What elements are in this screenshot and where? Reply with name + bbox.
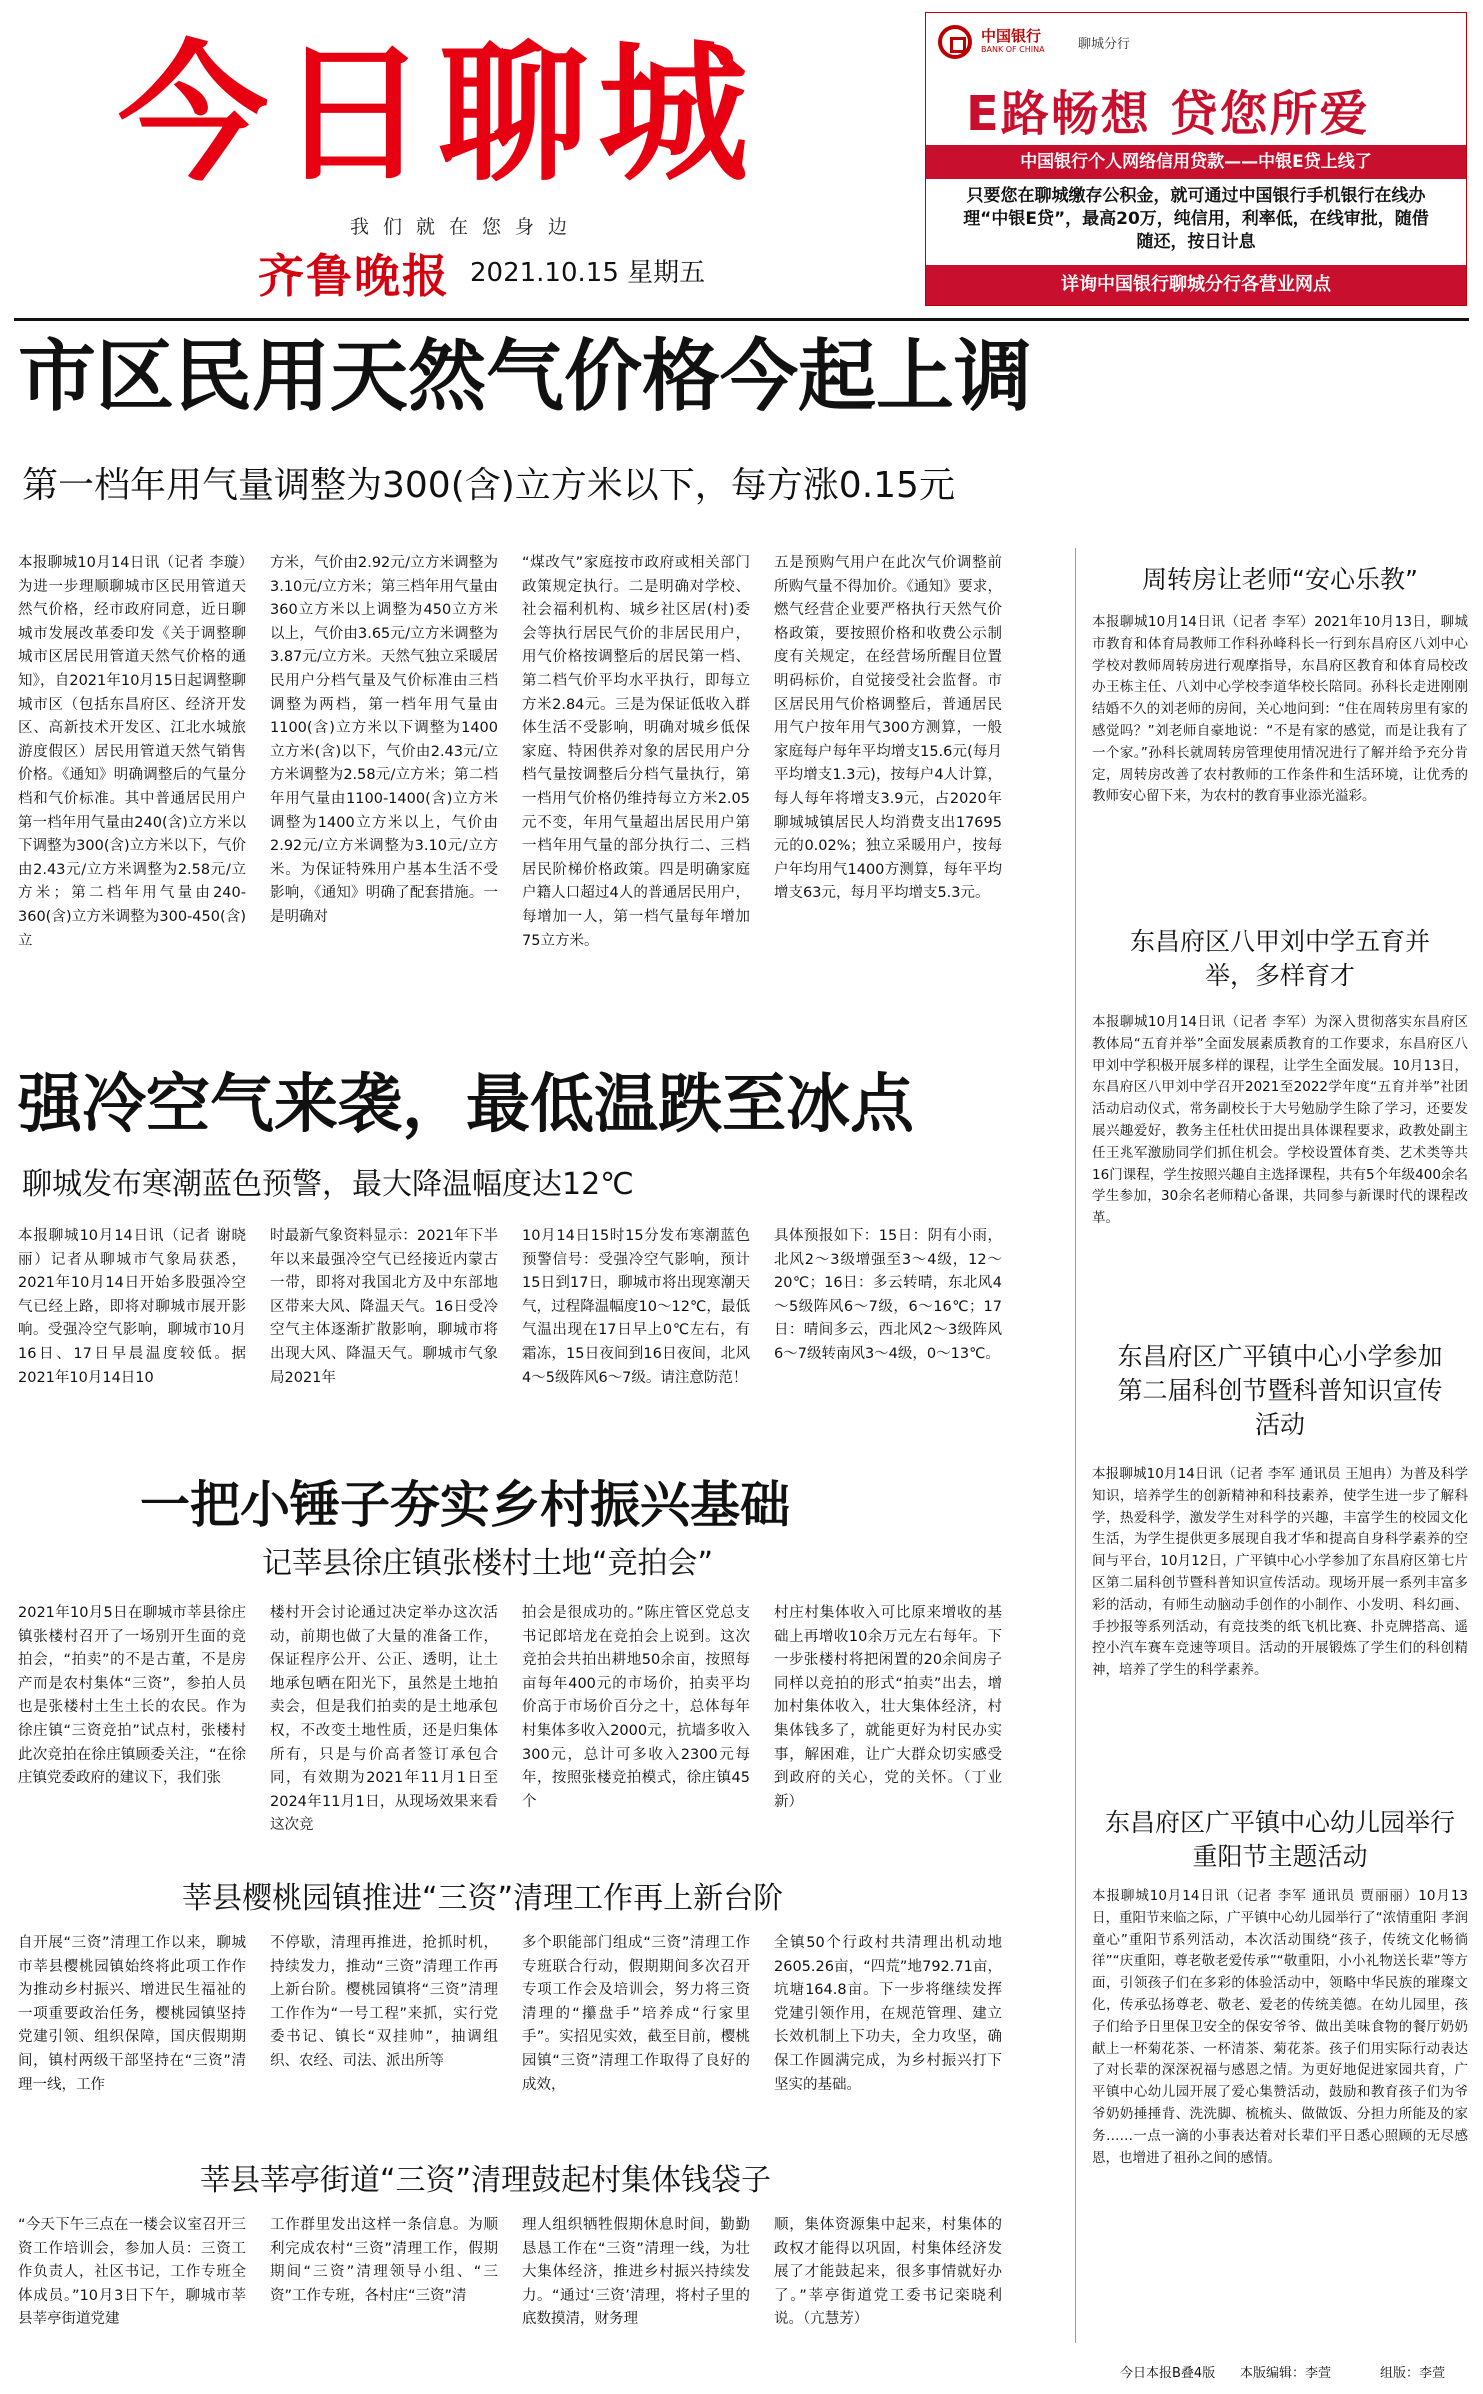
xinting-col-2: 工作群里发出这样一条信息。为顺利完成农村“三资”清理工作，假期期间“三资”清理领导小组、“三资”工作专班，各村庄“三资”清 (270, 2217, 498, 2304)
paper-name: 齐鲁晚报 (258, 249, 450, 303)
ying-col-1: 自开展“三资”清理工作以来，聊城市莘县樱桃园镇始终将此项工作作为推动乡村振兴、增进民生福祉的一项重要政治任务，樱桃园镇坚持党建引领、组织保障，国庆假期期间，镇村两级干部坚持在“三资”清理一线，工作 (18, 1935, 246, 2093)
cold-col-1: 本报聊城10月14日讯（记者 谢晓丽）记者从聊城市气象局获悉，2021年10月14日开始多股强冷空气已经上路，即将对聊城市展开影响。受强冷空气影响，聊城市10月16日、17日早晨温度较低。据2021年10月14日10 (18, 1228, 246, 1386)
hammer-col-2: 楼村开会讨论通过决定举办这次活动，前期也做了大量的准备工作，保证程序公开、公正、透明，让土地承包晒在阳光下，虽然是土地拍卖会，但是我们拍卖的是土地承包权，不改变土地性质，还是归集体所有，只是与价高者签订承包合同，有效期为2021年11月1日至2024年11月1日，从现场效果来看这次竞 (270, 1605, 498, 1834)
sidebar-body-4: 本报聊城10月14日讯（记者 李军 通讯员 贾丽丽）10月13日，重阳节来临之际，广平镇中心幼儿园举行了“浓情重阳 孝润童心”重阳节系列活动，本次活动围绕“孩子，传统文化畅徜徉”“庆重阳，尊老敬老爱传承”“敬重阳，小小礼物送长辈”等方面，引领孩子们在多彩的体验活动中，领略中华民族的璀璨文化，传承弘扬尊老、敬老、爱老的传统美德。在幼儿园里，孩子们给予日里保卫安全的保安爷爷、做出美味食物的餐厅奶奶献上一杯菊花茶、一杯清茶、菊花茶。孩子们用实际行动表达了对长辈的深深祝福与感恩之情。为更好地促进家园共育，广平镇中心幼儿园开展了爱心集赞活动，鼓励和教育孩子们为爷爷奶奶捶捶背、洗洗脚、梳梳头、做做饭、分担力所能及的家务……一点一滴的小事表达着对长辈们平日悉心照顾的无尽感恩，也增进了祖孙之间的感情。 (1092, 1888, 1468, 2166)
cold-headline: 强冷空气来袭，最低温跌至冰点 (18, 1068, 914, 1142)
ad-body: 只要您在聊城缴存公积金，就可通过中国银行手机银行在线办理“中银E贷”，最高20万，纯信用，利率低，在线审批，随借随还，按日计息 (963, 186, 1429, 252)
cold-col-3: 10月14日15时15分发布寒潮蓝色预警信号：受强冷空气影响，预计15日到17日，聊城市将出现寒潮天气，过程降温幅度10～12℃，最低气温出现在17日早上0℃左右，有霜冻，15日夜间到16日夜间，北风4～5级阵风6～7级。请注意防范！ (522, 1228, 750, 1386)
ying-headline: 莘县樱桃园镇推进“三资”清理工作再上新台阶 (182, 1881, 784, 1916)
masthead-rule (14, 318, 1469, 321)
xinting-headline: 莘县莘亭街道“三资”清理鼓起村集体钱袋子 (200, 2163, 772, 2198)
footer-layout: 组版：李萱 (1380, 2366, 1446, 2381)
sidebar-headline-3: 东昌府区广平镇中心小学参加第二届科创节暨科普知识宣传活动 (1117, 1342, 1443, 1439)
ad-band: 中国银行个人网络信用贷款——中银E贷上线了 (926, 145, 1466, 179)
hammer-col-3: 拍会是很成功的。”陈庄管区党总支书记郎培龙在竞拍会上说到。这次竞拍会共拍出耕地50余亩，按照每亩每年400元的市场价，拍卖平均价高于市场价百分之十，总体每年村集体多收入2000元，抗墙多收入300元，总计可多收入2300元每年，按照张楼竞拍模式，徐庄镇45个 (522, 1605, 750, 1810)
hammer-headline: 一把小锤子夯实乡村振兴基础 (140, 1476, 790, 1534)
ad-footer: 详询中国银行聊城分行各营业网点 (926, 265, 1466, 305)
ad-headline: E路畅想 贷您所爱 (966, 86, 1370, 142)
footer-editor: 本版编辑：李萱 (1240, 2366, 1332, 2381)
lead-col-2: 方米，气价由2.92元/立方米调整为3.10元/立方米；第三档年用气量由360立方米以上调整为450立方米以上，气价由3.65元/立方米调整为3.87元/立方米。天然气独立采暖居民用户分档气量及气价标准由三档调整为两档，第一档年用气量由1100(含)立方米以下调整为1400立方米(含)以下，气价由2.43元/立方米调整为2.58元/立方米；第二档年用气量由1100-1400(含)立方米调整为1400立方米以上，气价由2.92元/立方米调整为3.10元/立方米。为保证特殊用户基本生活不受影响，《通知》明确了配套措施。一是明确对 (270, 555, 498, 925)
lead-headline: 市区民用天然气价格今起上调 (18, 332, 1033, 422)
lead-subhead: 第一档年用气量调整为300(含)立方米以下，每方涨0.15元 (22, 465, 955, 506)
masthead-title: 今日聊城 (118, 28, 759, 202)
cold-subhead: 聊城发布寒潮蓝色预警，最大降温幅度达12℃ (22, 1167, 634, 1202)
issue-date: 2021.10.15 星期五 (470, 258, 706, 288)
bank-logo-icon (938, 25, 972, 59)
ad-bank-name-en: BANK OF CHINA (981, 45, 1045, 54)
lead-col-3: “煤改气”家庭按市政府或相关部门政策规定执行。二是明确对学校、社会福利机构、城乡社区居(村)委会等执行居民气价的非居民用户，用气价格按调整后的居民第一档、第二档气价平均水平执行，即每立方米2.84元。三是为保证低收入群体生活不受影响，明确对城乡低保家庭、特困供养对象的居民用户分档气量按调整后分档气量执行，第一档用气价格仍维持每立方米2.05元不变，年用气量超出居民用户第一档年用气量的部分执行二、三档居民阶梯价格政策。四是明确家庭户籍人口超过4人的普通居民用户，每增加一人，第一档气量每年增加75立方米。 (522, 555, 750, 949)
sidebar-body-2: 本报聊城10月14日讯（记者 李军）为深入贯彻落实东昌府区教体局“五育并举”全面发展素质教育的工作要求，东昌府区八甲刘中学积极开展多样的课程，让学生全面发展。10月13日，东昌府区八甲刘中学召开2021至2022学年度“五育并举”社团活动启动仪式，常务副校长于大号勉励学生除了学习，还要发展兴趣爱好，教务主任杜伏田提出具体课程要求，政教处副主任王兆军激励同学们抓住机会。学校设置体育类、艺术类等共16门课程，学生按照兴趣自主选择课程，共有5个年级400余名学生参加，30余名老师精心备课，共同参与新课时代的课程改革。 (1092, 1014, 1468, 1227)
hammer-col-1: 2021年10月5日在聊城市莘县徐庄镇张楼村召开了一场别开生面的竞拍会，“拍卖”的不是古董，不是房产而是农村集体“三资”，参拍人员也是张楼村土生土长的农民。作为徐庄镇“三资竞拍”试点村，张楼村此次竞拍在徐庄镇顾委关注，“在徐庄镇党委政府的建议下，我们张 (18, 1605, 246, 1787)
ying-col-2: 不停歇，清理再推进，抢抓时机，持续发力，推动“三资”清理工作再上新台阶。樱桃园镇将“三资”清理工作作为“一号工程”来抓，实行党委书记、镇长“双挂帅”，抽调组织、农经、司法、派出所等 (270, 1935, 498, 2069)
ad-branch: 聊城分行 (1078, 37, 1131, 52)
ying-col-3: 多个职能部门组成“三资”清理工作专班联合行动，假期期间多次召开专项工作会及培训会，努力将三资清理的“攥盘手”培养成“行家里手”。实招见实效，截至目前，樱桃园镇“三资”清理工作取得了良好的成效， (522, 1935, 750, 2093)
sidebar-divider (1075, 548, 1076, 2343)
lead-col-4: 五是预购气用户在此次气价调整前所购气量不得加价。《通知》要求，燃气经营企业要严格执行天然气价格政策，要按照价格和收费公示制度有关规定，在经营场所醒目位置明码标价，自觉接受社会监督。市区居民用气价格调整后，普通居民用气户按年用气300方测算，一般家庭每户每年平均增支15.6元(每月平均增支1.3元)，按每户4人计算，每人每年将增支3.9元，占2020年聊城城镇居民人均消费支出17695元的0.02%；独立采暖用户，按每户年均用气1400方测算，每年平均增支63元，每月平均增支5.3元。 (774, 555, 1002, 902)
footer-page: 今日本报B叠4版 (1120, 2366, 1216, 2381)
sidebar-headline-2: 东昌府区八甲刘中学五育并举，多样育才 (1129, 927, 1430, 990)
sidebar-headline-4: 东昌府区广平镇中心幼儿园举行重阳节主题活动 (1104, 1808, 1455, 1871)
ad-header (926, 13, 1466, 73)
sidebar-body-3: 本报聊城10月14日讯（记者 李军 通讯员 王旭冉）为普及科学知识，培养学生的创新精神和科技素养，使学生进一步了解科学，热爱科学，激发学生对科学的兴趣，丰富学生的校园文化生活，为学生提供更多展现自我才华和提高自身科学素养的空间与平台，10月12日，广平镇中心小学参加了东昌府区第七片区第二届科创节暨科普知识宣传活动。现场开展一系列丰富多彩的活动，有师生动脑动手创作的小制作、小发明、科幻画、手抄报等系列活动，有竞技类的纸飞机比赛、扑克牌搭高、遥控小汽车赛车竞速等项目。活动的开展锻炼了学生们的科创精神，培养了学生的科学素养。 (1092, 1466, 1468, 1679)
hammer-col-4: 村庄村集体收入可比原来增收的基础上再增收10余万元左右每年。下一步张楼村将把闲置的20余间房子同样以竞拍的形式“拍卖”出去，增加村集体收入，壮大集体经济，村集体钱多了，就能更好为村民办实事，解困难，让广大群众切实感受到政府的关心，党的关怀。（丁业新） (774, 1605, 1002, 1810)
masthead-slogan: 我们就在您身边 (350, 216, 582, 238)
sidebar-body-1: 本报聊城10月14日讯（记者 李军）2021年10月13日，聊城市教育和体育局教师工作科孙峰科长一行到东昌府区八刘中心学校对教师周转房进行观摩指导，东昌府区教育和体育局校改办王栋主任、八刘中心学校李道华校长陪同。孙科长走进刚刚结婚不久的刘老师的房间，关心地问到：“住在周转房里有家的感觉吗？”刘老师自豪地说：“不是有家的感觉，而是让我有了一个家。”孙科长就周转房管理使用情况进行了解并给予充分肯定，周转房改善了农村教师的工作条件和生活环境，让优秀的教师安心留下来，为农村的教育事业添光溢彩。 (1092, 614, 1468, 805)
xinting-col-3: 理人组织牺牲假期休息时间，勤勤恳恳工作在“三资”清理一线，为壮大集体经济，推进乡村振兴持续发力。“通过‘三资’清理，将村子里的底数摸清，财务理 (522, 2217, 750, 2328)
bank-advertisement[interactable] (925, 12, 1467, 306)
sidebar-headline-1: 周转房让老师“安心乐教” (1142, 565, 1418, 594)
ying-col-4: 全镇50个行政村共清理出机动地2605.26亩，“四荒”地792.71亩，坑塘164.8亩。下一步将继续发挥党建引领作用，在规范管理、建立长效机制上下功夫，全力攻坚，确保工作圆满完成，为乡村振兴打下坚实的基础。 (774, 1935, 1002, 2093)
cold-col-4: 具体预报如下：15日：阴有小雨，北风2～3级增强至3～4级，12～20℃；16日：多云转晴，东北风4～5级阵风6～7级，6～16℃；17日：晴间多云，西北风2～3级阵风6～7级转南风3～4级，0～13℃。 (774, 1228, 1002, 1362)
cold-col-2: 时最新气象资料显示：2021年下半年以来最强冷空气已经接近内蒙古一带，即将对我国北方及中东部地区带来大风、降温天气。16日受冷空气主体逐渐扩散影响，聊城市将出现大风、降温天气。聊城市气象局2021年 (270, 1228, 498, 1386)
lead-col-1: 本报聊城10月14日讯（记者 李璇）为进一步理顺聊城市区民用管道天然气价格，经市政府同意，近日聊城市发展改革委印发《关于调整聊城市区居民用管道天然气价格的通知》，自2021年10月15日起调整聊城市区（包括东昌府区、经济开发区、高新技术开发区、江北水城旅游度假区）居民用管道天然气销售价格。《通知》明确调整后的气量分档和气价标准。其中普通居民用户第一档年用气量由240(含)立方米以下调整为300(含)立方米以下，气价由2.43元/立方米调整为2.58元/立方米；第二档年用气量由240-360(含)立方米调整为300-450(含)立 (18, 555, 246, 949)
ad-bank-name: 中国银行 (981, 27, 1042, 45)
hammer-subhead: 记莘县徐庄镇张楼村土地“竞拍会” (262, 1546, 714, 1581)
xinting-col-1: “今天下午三点在一楼会议室召开三资工作培训会，参加人员：三资工作负责人，社区书记，工作专班全体成员。”10月3日下午，聊城市莘县莘亭街道党建 (18, 2217, 246, 2328)
xinting-col-4: 顺，集体资源集中起来，村集体的政权才能得以巩固，村集体经济发展了才能鼓起来，很多事情就好办了。”莘亭街道党工委书记栾晓利说。（亢慧芳） (774, 2217, 1002, 2328)
